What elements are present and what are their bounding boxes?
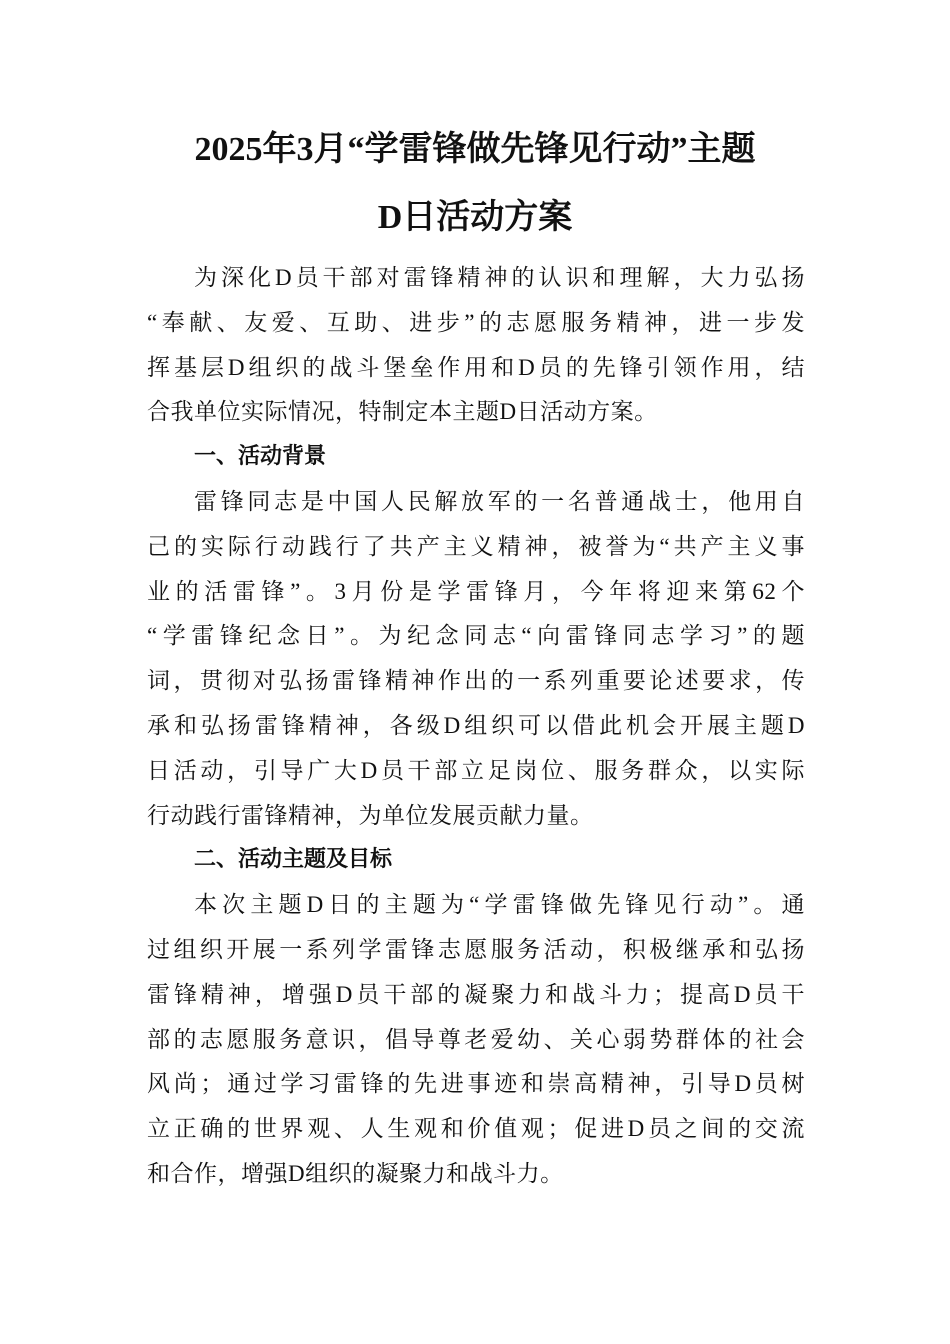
paragraph-line: 承和弘扬雷锋精神，各级D组织可以借此机会开展主题D bbox=[147, 713, 805, 738]
paragraph-line: 合我单位实际情况，特制定本主题D日活动方案。 bbox=[147, 399, 658, 425]
section-heading: 一、活动背景 bbox=[194, 444, 327, 470]
paragraph-line: 本次主题D日的主题为“学雷锋做先锋见行动”。通 bbox=[194, 892, 805, 918]
section-heading: 二、活动主题及目标 bbox=[194, 847, 393, 873]
paragraph-line: 日活动，引导广大D员干部立足岗位、服务群众，以实际 bbox=[147, 757, 805, 783]
paragraph-line: 部的志愿服务意识，倡导尊老爱幼、关心弱势群体的社会 bbox=[147, 1026, 805, 1052]
paragraph-line: 雷锋同志是中国人民解放军的一名普通战士，他用自 bbox=[194, 489, 805, 514]
paragraph-line: 立正确的世界观、人生观和价值观；促进D员之间的交流 bbox=[147, 1116, 805, 1142]
paragraph-line: 行动践行雷锋精神，为单位发展贡献力量。 bbox=[147, 802, 594, 828]
paragraph-line: 己的实际行动践行了共产主义精神，被誉为“共产主义事 bbox=[147, 533, 805, 559]
paragraph-line: 为深化D员干部对雷锋精神的认识和理解，大力弘扬 bbox=[194, 265, 805, 290]
paragraph-line: 雷锋精神，增强D员干部的凝聚力和战斗力；提高D员干 bbox=[147, 981, 805, 1007]
paragraph-line: “学雷锋纪念日”。为纪念同志“向雷锋同志学习”的题 bbox=[147, 623, 805, 649]
paragraph-line: 词，贯彻对弘扬雷锋精神作出的一系列重要论述要求，传 bbox=[147, 668, 805, 694]
paragraph-line: 业的活雷锋”。3月份是学雷锋月，今年将迎来第62个 bbox=[147, 578, 805, 604]
document-title-line-1: 2025年3月“学雷锋做先锋见行动”主题 bbox=[194, 131, 756, 168]
paragraph-line: 挥基层D组织的战斗堡垒作用和D员的先锋引领作用，结 bbox=[147, 354, 805, 380]
paragraph-line: 风尚；通过学习雷锋的先进事迹和崇高精神，引导D员树 bbox=[147, 1071, 805, 1097]
paragraph-line: “奉献、友爱、互助、进步”的志愿服务精神，进一步发 bbox=[147, 309, 805, 335]
document-title-line-2: D日活动方案 bbox=[377, 199, 573, 236]
paragraph-line: 和合作，增强D组织的凝聚力和战斗力。 bbox=[147, 1161, 564, 1186]
paragraph-line: 过组织开展一系列学雷锋志愿服务活动，积极继承和弘扬 bbox=[147, 937, 805, 962]
